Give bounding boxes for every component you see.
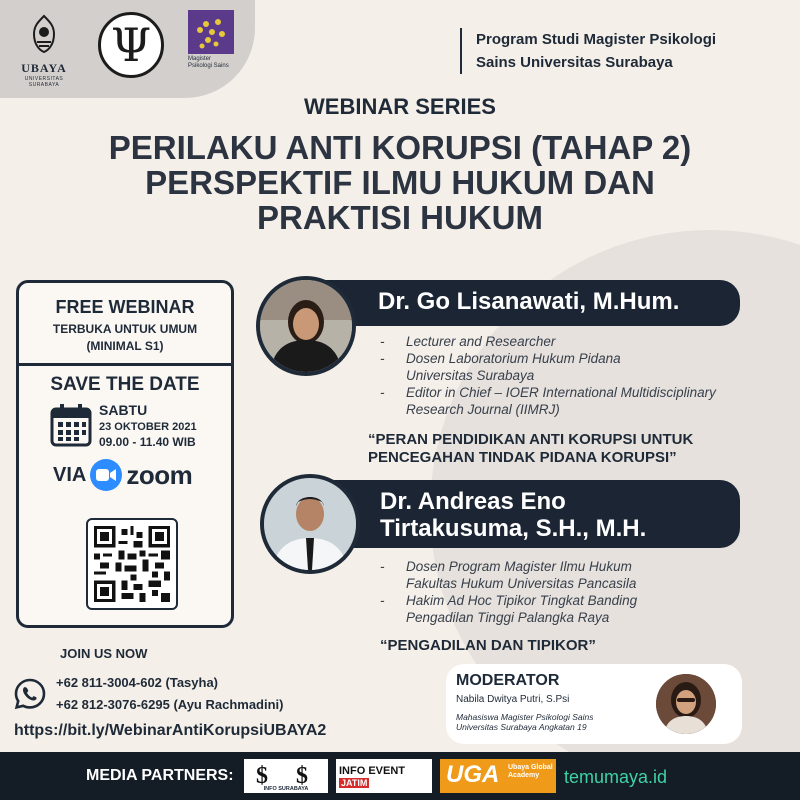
moderator-desc (456, 712, 593, 732)
headline-line2: PERSPEKTIF ILMU HUKUM DAN (145, 164, 655, 201)
moderator-name: Nabila Dwitya Putri, S.Psi (456, 694, 570, 705)
speaker1-role-line: - Lecturer and Researcher (406, 334, 556, 349)
speaker1-role-line: Universitas Surabaya (406, 368, 535, 383)
speaker1-role (380, 350, 716, 384)
date-text (99, 402, 197, 449)
join-us-label: JOIN US NOW (60, 646, 148, 661)
ubaya-crest-icon (29, 14, 59, 54)
ubaya-name: UBAYA (21, 61, 67, 75)
psi-logo (98, 12, 164, 78)
headline-line3: PRAKTISI HUKUM (257, 199, 543, 236)
mps-logo (188, 10, 234, 70)
mps-mark-icon (188, 10, 234, 54)
open-public-label: TERBUKA UNTUK UMUM (52, 322, 198, 336)
speaker1-name: Dr. Go Lisanawati, M.Hum. (378, 288, 680, 315)
mps-name: Magister Psikologi Sains (188, 56, 229, 69)
event-time: 09.00 - 11.40 WIB (99, 435, 196, 449)
svg-text:$: $ (256, 763, 268, 789)
whatsapp-icon (14, 678, 46, 710)
program-title (460, 28, 716, 74)
moderator-photo (656, 674, 716, 734)
partner2-badge: JATIM (341, 778, 368, 788)
speaker2-role-line: Fakultas Hukum Universitas Pancasila (406, 576, 637, 591)
program-line1: Program Studi Magister Psikologi (476, 31, 717, 48)
speaker2-role (380, 592, 637, 626)
media-partners-bar (0, 752, 800, 800)
ubaya-logo (12, 14, 76, 88)
moderator-title: MODERATOR (456, 672, 560, 689)
speaker2-quote: “PENGADILAN DAN TIPIKOR” (380, 637, 596, 654)
speaker1-role (380, 384, 716, 418)
partner-info-event-jatim[interactable] (336, 759, 432, 793)
speaker2-photo (260, 474, 360, 574)
phone-list (56, 672, 284, 716)
event-day: SABTU (99, 402, 148, 418)
svg-text:$: $ (296, 763, 308, 789)
moderator-desc-line2: Universitas Surabaya Angkatan 19 (456, 722, 587, 732)
via-zoom (53, 459, 231, 491)
speaker1-roles (380, 333, 716, 418)
partner4-label: temumaya.id (564, 767, 668, 787)
free-webinar-label: FREE WEBINAR (55, 297, 195, 317)
logo-area (0, 0, 255, 98)
speaker1-name-bar (300, 280, 740, 326)
phone-number[interactable]: +62 811-3004-602 (Tasyha) (56, 675, 219, 690)
media-partners-label: MEDIA PARTNERS: (86, 767, 234, 784)
event-info-card (16, 280, 234, 628)
psi-icon: Ψ (110, 18, 152, 72)
ubaya-sub: UNIVERSITAS SURABAYA (24, 76, 64, 88)
via-label: VIA (53, 463, 87, 486)
speaker1-photo (256, 276, 356, 376)
speaker2-name-line2: Tirtakusuma, S.H., M.H. (380, 515, 647, 542)
save-the-date-label: SAVE THE DATE (50, 374, 200, 395)
speaker1-quote (368, 431, 693, 467)
speaker2-name-line1: Dr. Andreas Eno (380, 488, 566, 515)
speaker1-quote-line2: PENCEGAHAN TINDAK PIDANA KORUPSI” (368, 449, 677, 466)
date-row (49, 402, 231, 449)
headline-line1: PERILAKU ANTI KORUPSI (TAHAP 2) (108, 129, 692, 166)
partner3-label: Ubaya Global Academy (508, 764, 553, 779)
registration-link[interactable]: https://bit.ly/WebinarAntiKorupsiUBAYA2 (14, 722, 327, 739)
partner3-logo: UGA (446, 761, 500, 788)
partner-uga[interactable] (440, 759, 556, 793)
minimal-label: (MINIMAL S1) (86, 339, 164, 353)
speaker2-roles (380, 558, 637, 626)
zoom-label: zoom (126, 459, 193, 490)
calendar-icon (49, 402, 93, 448)
series-title: WEBINAR SERIES (304, 94, 496, 119)
partner1-label: INFO SURABAYA (263, 786, 309, 792)
speaker1-role (380, 333, 716, 350)
partner-info-surabaya[interactable] (244, 759, 328, 793)
speaker2-role-line: - Hakim Ad Hoc Tipikor Tingkat Banding (406, 593, 638, 608)
zoom-icon (90, 459, 122, 491)
speaker1-role-line: - Dosen Laboratorium Hukum Pidana (406, 351, 621, 366)
speaker1-role-line: - Editor in Chief – IOER International Multidisciplinary (406, 385, 716, 400)
partner-temumaya[interactable] (564, 759, 684, 793)
speaker2-name-bar (310, 480, 740, 548)
speaker2-role-line: Pengadilan Tinggi Palangka Raya (406, 610, 610, 625)
card-divider (19, 363, 231, 366)
speaker2-role (380, 558, 637, 592)
event-date: 23 OKTOBER 2021 (99, 421, 197, 433)
program-line2: Sains Universitas Surabaya (476, 54, 673, 71)
moderator-desc-line1: Mahasiswa Magister Psikologi Sains (456, 712, 594, 722)
qr-code-icon[interactable] (86, 518, 178, 610)
speaker1-quote-line1: “PERAN PENDIDIKAN ANTI KORUPSI UNTUK (368, 431, 694, 448)
headline (0, 130, 800, 235)
partner2-label: INFO EVENT (339, 765, 406, 777)
speaker2-role-line: - Dosen Program Magister Ilmu Hukum (406, 559, 632, 574)
phone-number[interactable]: +62 812-3076-6295 (Ayu Rachmadini) (56, 697, 284, 712)
speaker1-role-line: Research Journal (IIMRJ) (406, 402, 560, 417)
